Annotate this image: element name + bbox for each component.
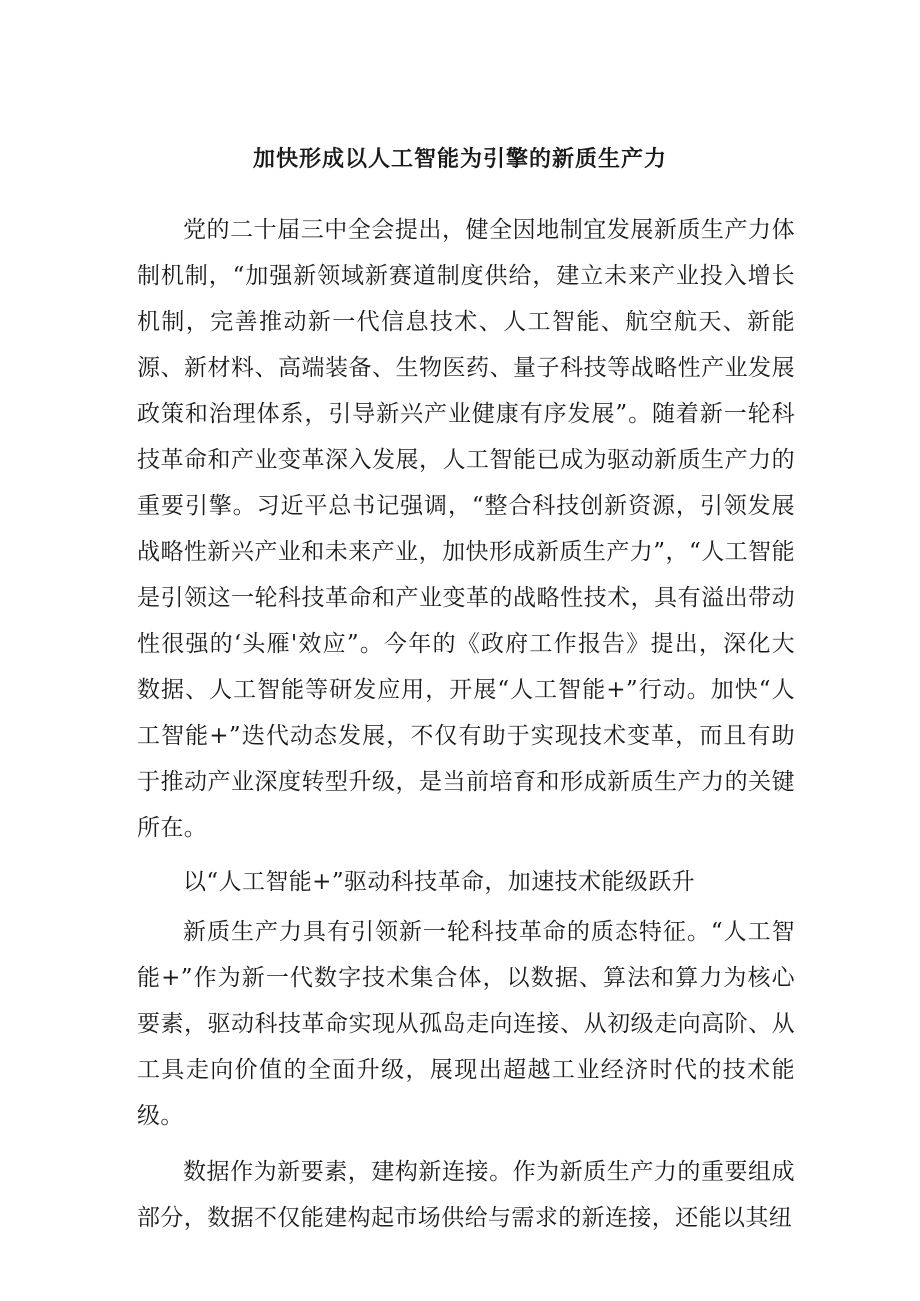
- paragraph-intro: 党的二十届三中全会提出，健全因地制宜发展新质生产力体制机制，“加强新领域新赛道制度供给，建立未来产业投入增长机制，完善推动新一代信息技术、人工智能、航空航天、新能源、新材料、高端装备、生物医药、量子科技等战略性产业发展政策和治理体系，引导新兴产业健康有序发展”。随着新一轮科技革命和产业变革深入发展，人工智能已成为驱动新质生产力的重要引擎。习近平总书记强调，“整合科技创新资源，引领发展战略性新兴产业和未来产业，加快形成新质生产力”，“人工智能是引领这一轮科技革命和产业变革的战略性技术，具有溢出带动性很强的‘头雁'效应”。今年的《政府工作报告》提出，深化大数据、人工智能等研发应用，开展“人工智能+”行动。加快“人工智能+”迭代动态发展，不仅有助于实现技术变革，而且有助于推动产业深度转型升级，是当前培育和形成新质生产力的关键所在。: [137, 217, 795, 841]
- paragraph-section-1: 新质生产力具有引领新一轮科技革命的质态特征。“人工智能+”作为新一代数字技术集合体，以数据、算法和算力为核心要素，驱动科技革命实现从孤岛走向连接、从初级走向高阶、从工具走向价值的全面升级，展现出超越工业经济时代的技术能级。: [137, 919, 795, 1129]
- section-heading: 以“人工智能+”驱动科技革命，加速技术能级跃升: [183, 869, 695, 895]
- paragraph-data-element: 数据作为新要素，建构新连接。作为新质生产力的重要组成部分，数据不仅能建构起市场供给与需求的新连接，还能以其纽: [137, 1159, 795, 1231]
- document-title: 加快形成以人工智能为引擎的新质生产力: [252, 146, 667, 172]
- document-body: [137, 207, 795, 1241]
